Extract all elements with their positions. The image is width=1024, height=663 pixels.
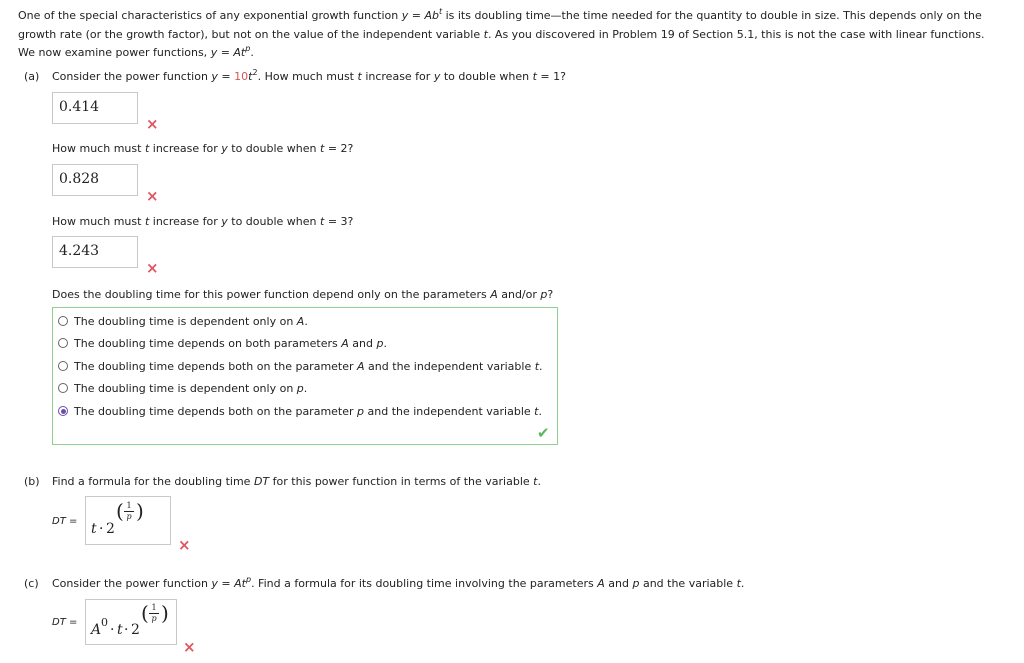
q-var: t bbox=[532, 70, 537, 83]
math-t: t bbox=[117, 622, 123, 638]
fraction-denominator: p bbox=[126, 512, 132, 521]
intro-text: growth rate (or the growth factor), but not on the value of the independent variable bbox=[18, 27, 484, 41]
q-text: = bbox=[217, 70, 235, 83]
q-text: to double when bbox=[227, 142, 320, 155]
q-text: Consider the power function bbox=[52, 577, 212, 590]
choice-text: The doubling time depends both on the parameter bbox=[74, 360, 358, 373]
choice-var: A bbox=[357, 360, 365, 373]
answer-input-2[interactable]: 0.828 bbox=[52, 164, 138, 196]
q-text: and the variable bbox=[639, 577, 737, 590]
intro-line-2 bbox=[18, 26, 1018, 45]
dt-var: DT bbox=[52, 617, 66, 628]
choice-group bbox=[52, 307, 558, 445]
q-var: y bbox=[211, 70, 218, 83]
intro-formula-exp: p bbox=[245, 44, 251, 53]
radio-button[interactable] bbox=[58, 383, 68, 393]
fraction-denominator: p bbox=[151, 614, 157, 623]
intro-formula-exp: t bbox=[438, 7, 443, 16]
q-formula: y = At bbox=[211, 577, 246, 590]
q-text: to double when bbox=[227, 215, 320, 228]
math-base-2: 2 bbox=[106, 521, 115, 537]
intro-paragraph bbox=[18, 7, 1018, 63]
dt-label-c bbox=[52, 617, 77, 628]
wrong-icon: × bbox=[178, 536, 191, 554]
fraction-numerator: 1 bbox=[124, 501, 134, 512]
math-left-paren: ( bbox=[141, 601, 149, 625]
q-var: y bbox=[221, 215, 228, 228]
q-text: increase for bbox=[149, 142, 222, 155]
choice-option-5[interactable] bbox=[58, 405, 542, 418]
intro-text: is its doubling time—the time needed for the quantity to double in size. This depends only on the bbox=[442, 9, 982, 22]
intro-formula: y = At bbox=[210, 46, 246, 59]
choice-text: The doubling time depends on both parameters bbox=[74, 337, 342, 350]
q-var: t bbox=[248, 70, 253, 83]
answer-input-1[interactable]: 0.414 bbox=[52, 92, 138, 124]
part-a-question-2 bbox=[52, 142, 353, 155]
dt-var: DT bbox=[52, 516, 66, 527]
choice-var: p bbox=[376, 337, 384, 350]
radio-button[interactable] bbox=[58, 316, 68, 326]
choice-text: The doubling time depends both on the parameter bbox=[74, 405, 358, 418]
choice-option-4[interactable] bbox=[58, 382, 307, 395]
intro-line-1 bbox=[18, 7, 1018, 26]
math-exp-0: 0 bbox=[101, 616, 108, 629]
q-var: t bbox=[736, 577, 741, 590]
intro-formula: y = Ab bbox=[401, 9, 439, 22]
choice-text: The doubling time is dependent only on bbox=[74, 382, 297, 395]
part-a-question-3 bbox=[52, 215, 353, 228]
q-text: Find a formula for the doubling time bbox=[52, 475, 254, 488]
choice-text: . bbox=[304, 315, 308, 328]
wrong-icon: × bbox=[183, 638, 196, 656]
choice-option-1[interactable] bbox=[58, 315, 308, 328]
choice-var: p bbox=[357, 405, 365, 418]
coefficient-highlight: 10 bbox=[234, 70, 249, 83]
choice-var: A bbox=[341, 337, 349, 350]
q-text: to double when bbox=[440, 70, 533, 83]
intro-text: . bbox=[250, 46, 254, 59]
math-dot: · bbox=[110, 622, 115, 638]
q-var: y bbox=[221, 142, 228, 155]
math-dot: · bbox=[124, 622, 129, 638]
choice-text: . bbox=[303, 382, 308, 395]
math-right-paren: ) bbox=[161, 601, 169, 625]
intro-text: One of the special characteristics of any exponential growth function bbox=[18, 9, 402, 22]
q-text: . bbox=[740, 577, 745, 590]
choice-text: . bbox=[383, 337, 387, 350]
q-text: Does the doubling time for this power function depend only on the parameters bbox=[52, 288, 491, 301]
equals-sign: = bbox=[65, 516, 78, 527]
choice-option-3[interactable] bbox=[58, 360, 543, 373]
fraction-numerator: 1 bbox=[149, 603, 159, 614]
part-b-question bbox=[52, 475, 541, 488]
intro-text: We now examine power functions, bbox=[18, 46, 211, 59]
part-a-question-4 bbox=[52, 288, 553, 301]
formula-input-b[interactable] bbox=[85, 496, 171, 545]
radio-button[interactable] bbox=[58, 361, 68, 371]
radio-button-selected[interactable] bbox=[58, 406, 68, 416]
radio-button[interactable] bbox=[58, 338, 68, 348]
q-text: and bbox=[604, 577, 633, 590]
q-var: t bbox=[320, 142, 325, 155]
part-b-marker: (b) bbox=[24, 475, 40, 488]
q-text: = 1? bbox=[536, 70, 566, 83]
q-text: Consider the power function bbox=[52, 70, 212, 83]
q-exp: p bbox=[245, 575, 252, 584]
choice-text: . bbox=[539, 360, 543, 373]
equals-sign: = bbox=[65, 617, 78, 628]
choice-text: and the independent variable bbox=[364, 405, 535, 418]
q-var: t bbox=[533, 475, 538, 488]
math-right-paren: ) bbox=[136, 499, 144, 523]
math-fraction bbox=[149, 603, 159, 624]
choice-text: and bbox=[348, 337, 377, 350]
q-text: . How much must bbox=[257, 70, 358, 83]
q-exp: 2 bbox=[252, 68, 258, 77]
intro-line-3 bbox=[18, 44, 1018, 63]
q-var: t bbox=[320, 215, 325, 228]
part-c-marker: (c) bbox=[24, 577, 39, 590]
q-var: A bbox=[597, 577, 605, 590]
choice-text: . bbox=[538, 405, 542, 418]
part-a-question-1 bbox=[52, 70, 566, 83]
q-text: = 2? bbox=[324, 142, 354, 155]
q-var: A bbox=[490, 288, 498, 301]
math-A: A bbox=[91, 622, 102, 638]
math-left-paren: ( bbox=[116, 499, 124, 523]
q-var: DT bbox=[253, 475, 270, 488]
wrong-icon: × bbox=[146, 115, 159, 133]
q-text: = 3? bbox=[324, 215, 354, 228]
choice-text: The doubling time is dependent only on bbox=[74, 315, 297, 328]
q-text: for this power function in terms of the variable bbox=[269, 475, 534, 488]
q-text: . bbox=[537, 475, 541, 488]
choice-var: p bbox=[296, 382, 304, 395]
math-t: t bbox=[91, 521, 97, 537]
q-text: and/or bbox=[497, 288, 541, 301]
choice-option-2[interactable] bbox=[58, 337, 387, 350]
intro-var: t bbox=[483, 27, 488, 41]
q-text: How much must bbox=[52, 142, 145, 155]
q-var: y bbox=[433, 70, 441, 83]
part-a-marker: (a) bbox=[24, 70, 40, 83]
wrong-icon: × bbox=[146, 187, 159, 205]
q-var: t bbox=[144, 142, 150, 155]
math-dot: · bbox=[99, 521, 104, 537]
answer-input-3[interactable]: 4.243 bbox=[52, 236, 138, 268]
q-var: t bbox=[144, 215, 150, 228]
part-c-question bbox=[52, 577, 744, 590]
q-var: p bbox=[540, 288, 548, 301]
q-text: increase for bbox=[149, 215, 222, 228]
choice-var: A bbox=[296, 315, 305, 328]
q-var: p bbox=[632, 577, 640, 590]
choice-var: t bbox=[534, 360, 540, 373]
q-text: increase for bbox=[361, 70, 434, 83]
q-var: t bbox=[357, 70, 362, 83]
choice-text: and the independent variable bbox=[364, 360, 535, 373]
formula-input-c[interactable] bbox=[85, 599, 177, 645]
q-text: How much must bbox=[52, 215, 145, 228]
q-text: . Find a formula for its doubling time involving the parameters bbox=[251, 577, 598, 590]
choice-var: t bbox=[534, 405, 539, 418]
math-base-2: 2 bbox=[131, 622, 140, 638]
math-fraction bbox=[124, 501, 134, 522]
q-text: ? bbox=[547, 288, 554, 301]
dt-label-b bbox=[52, 516, 77, 527]
wrong-icon: × bbox=[146, 259, 159, 277]
intro-text: . As you discovered in Problem 19 of Section 5.1, this is not the case with linear functions. bbox=[487, 27, 985, 41]
correct-check-icon: ✔ bbox=[537, 424, 550, 442]
